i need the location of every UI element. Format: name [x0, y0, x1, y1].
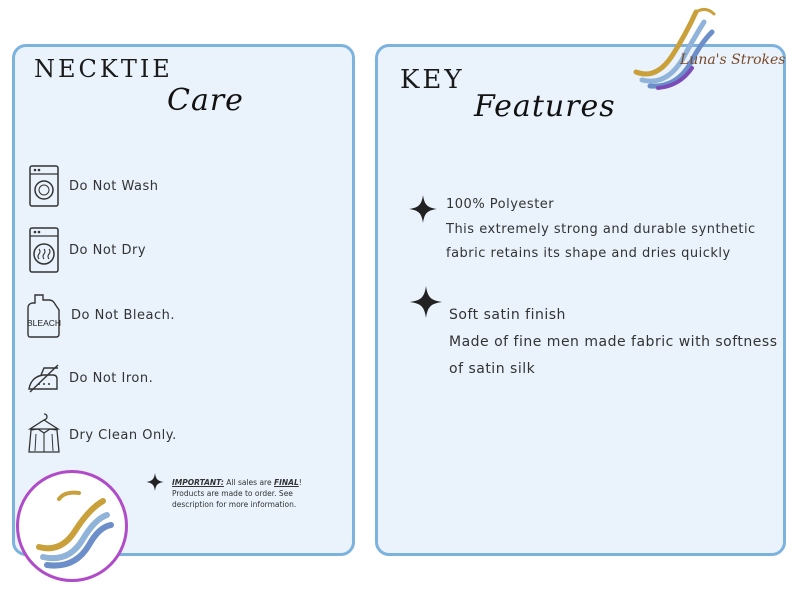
notice-star-icon: [146, 473, 164, 495]
care-item-no-bleach: [27, 292, 175, 338]
care-title-script: Care: [167, 83, 244, 118]
bleach-icon-text: BLEACH: [27, 318, 62, 328]
notice-text2: ! Products are made to order. See description for more information.: [172, 478, 302, 509]
feature-star-icon: [409, 194, 437, 228]
care-item-label: Do Not Bleach.: [71, 307, 176, 323]
brand-name: Luna's Strokes: [680, 52, 786, 68]
care-item-label: Dry Clean Only.: [69, 427, 177, 443]
care-item-no-iron: [27, 356, 153, 400]
important-notice: [172, 477, 322, 510]
bleach-bottle-icon: [27, 292, 63, 338]
care-item-label: Do Not Dry: [69, 242, 147, 258]
notice-text1: All sales are: [223, 478, 274, 487]
feature-desc-line2: fabric retains its shape and dries quickly: [446, 246, 731, 261]
brush-strokes-logo: [19, 473, 125, 579]
notice-final: FINAL: [273, 478, 299, 487]
dryer-icon: [27, 228, 61, 272]
brand-logo-circle: [16, 470, 128, 582]
care-item-dry-clean: [27, 412, 177, 458]
feature-star-icon: [410, 285, 442, 323]
feature-title: 100% Polyester: [446, 197, 555, 212]
care-title-main: NECKTIE: [34, 55, 173, 83]
care-item-no-wash: [27, 164, 159, 208]
features-title-script: Features: [474, 89, 616, 124]
brand-mark: [630, 2, 792, 90]
brush-strokes-icon: [630, 2, 792, 90]
iron-icon: [27, 356, 61, 400]
feature-desc-line2: of satin silk: [449, 361, 536, 377]
care-item-label: Do Not Iron.: [69, 370, 154, 386]
feature-desc-line1: Made of fine men made fabric with softness: [449, 334, 778, 350]
notice-important: IMPORTANT:: [172, 478, 224, 487]
shirt-hanger-icon: [27, 412, 61, 458]
care-item-no-dry: [27, 228, 146, 272]
feature-title: Soft satin finish: [449, 307, 566, 323]
feature-desc-line1: This extremely strong and durable synthetic: [446, 222, 756, 237]
care-item-label: Do Not Wash: [69, 178, 159, 194]
washing-machine-icon: [27, 164, 61, 208]
features-title-main: KEY: [400, 65, 465, 95]
